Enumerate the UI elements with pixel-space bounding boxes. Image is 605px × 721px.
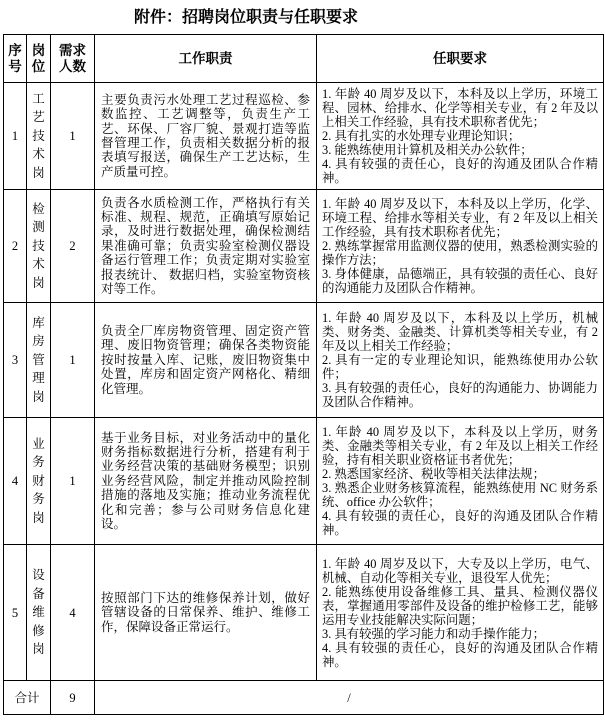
cell-requirements	[317, 545, 604, 681]
cell-position	[27, 83, 51, 190]
duties-text: 按照部门下达的维修保养计划，做好管辖设备的日常保养、维护、维修工作，保障设备正常运行。	[101, 590, 310, 634]
header-requirements: 任职要求	[433, 50, 487, 66]
row-index: 1	[11, 129, 19, 143]
cell-requirements	[317, 303, 604, 418]
position-name: 库房管理岗	[32, 315, 45, 404]
position-name: 设备维修岗	[32, 568, 45, 657]
requirement-item: 3. 身体健康，品德端正，具有较强的责任心、良好的沟通能力及团队合作精神。	[322, 267, 598, 295]
requirement-item: 2. 熟悉国家经济、税收等相关法律法规；	[322, 467, 546, 481]
header-index: 序号	[8, 42, 22, 74]
cell-position	[27, 418, 51, 545]
requirements-list	[317, 556, 603, 670]
cell-headcount	[51, 545, 95, 681]
cell-duties	[95, 190, 317, 303]
row-index: 3	[11, 353, 19, 367]
position-name: 检测技术岗	[32, 201, 45, 290]
table-row	[4, 83, 604, 190]
total-remark-cell	[95, 681, 604, 715]
cell-index	[4, 83, 27, 190]
table-row	[4, 190, 604, 303]
cell-requirements	[317, 418, 604, 545]
cell-position	[27, 545, 51, 681]
cell-position	[27, 190, 51, 303]
header-headcount-cell	[51, 35, 95, 83]
page-title: 附件：招聘岗位职责与任职要求	[134, 9, 359, 26]
cell-duties	[95, 418, 317, 545]
requirement-item: 2. 具有一定的专业理论知识，能熟练使用办公软件；	[322, 353, 598, 381]
requirement-item: 2. 熟练掌握常用监测仪器的使用，熟悉检测实验的操作方法；	[322, 239, 598, 267]
requirement-item: 1. 年龄 40 周岁及以下，大专及以上学历，电气、机械、自动化等相关专业，退役军人优先；	[322, 556, 598, 585]
header-index-cell	[4, 35, 27, 83]
cell-duties	[95, 303, 317, 418]
requirements-list	[317, 424, 603, 538]
requirement-item: 1. 年龄 40 周岁及以下，本科及以上学历，环境工程、园林、给排水、化学等相关专业，有 2 年及以上相关工作经验，具有技术职称者优先；	[322, 87, 598, 129]
duties-text: 基于业务目标，对业务活动中的量化财务指标数据进行分析，搭建有利于业务经营决策的基础财务模型；识别业务经营风险，制定并推动风险控制措施的落地及实施；推动业务流程优化和完善；参与公司财务信息化建设。	[101, 430, 310, 532]
headcount-value: 1	[69, 353, 76, 367]
requirements-list	[317, 310, 603, 410]
header-position-cell	[27, 35, 51, 83]
table-row	[4, 303, 604, 418]
duties-text: 负责各水质检测工作，严格执行有关标准、规程、规范，正确填写原始记录，及时进行数据处理，确保检测结果准确可靠；负责实验室检测仪器设备运行管理工作；负责定期对实验室报表统计、 数据归档，实验室物资核对等工作。	[101, 195, 310, 297]
requirement-item: 2. 能熟练使用设备维修工具、量具、检测仪器仪表，掌握通用零部件及设备的维护检修工艺，能够运用专业技能解决实际问题；	[322, 584, 598, 627]
requirement-item: 3. 具有较强的学习能力和动手操作能力；	[322, 626, 546, 641]
headcount-value: 2	[69, 239, 76, 253]
position-name: 工艺技术岗	[32, 91, 45, 180]
header-position: 岗位	[31, 42, 46, 74]
requirements-list	[317, 196, 603, 296]
header-duties: 工作职责	[178, 50, 233, 66]
cell-index	[4, 190, 27, 303]
requirement-item: 4. 具有较强的责任心，良好的沟通及团队合作精神。	[322, 509, 598, 537]
duties-text: 负责全厂库房物资管理、固定资产管理、废旧物资管理；确保各类物资能按时按量入库、记账，废旧物资集中处置，库房和固定资产网格化、精细化管理。	[101, 323, 310, 396]
cell-duties	[95, 83, 317, 190]
table-row	[4, 545, 604, 681]
total-headcount-cell	[51, 681, 95, 715]
table-body	[4, 35, 604, 715]
headcount-value: 4	[69, 605, 76, 620]
total-row	[4, 681, 604, 715]
requirement-item: 1. 年龄 40 周岁及以下，本科及以上学历，化学、环境工程、给排水等相关专业，有 2 年及以上相关工作经验，具有技术职称者优先；	[322, 197, 598, 239]
recruitment-table	[3, 34, 604, 715]
requirement-item: 3. 能熟练使用计算机及相关办公软件；	[322, 143, 533, 157]
row-index: 4	[11, 474, 19, 488]
total-label-cell	[4, 681, 51, 715]
cell-index	[4, 418, 27, 545]
header-requirements-cell	[317, 35, 604, 83]
cell-headcount	[51, 83, 95, 190]
position-name: 业务财务岗	[32, 436, 45, 525]
requirement-item: 1. 年龄 40 周岁及以下，本科及以上学历，财务类、金融类等相关专业，有 2 年及以上相关工作经验，持有相关职业资格证书者优先；	[322, 425, 598, 467]
total-remark: /	[347, 690, 351, 705]
requirement-item: 2. 具有扎实的水处理专业理论知识；	[322, 129, 521, 143]
header-duties-cell	[95, 35, 317, 83]
cell-index	[4, 545, 27, 681]
requirement-item: 4. 具有较强的责任心，良好的沟通及团队合作精神。	[322, 157, 598, 185]
cell-requirements	[317, 190, 604, 303]
cell-requirements	[317, 83, 604, 190]
duties-text: 主要负责污水处理工艺过程巡检、参数监控、工艺调整等，负责生产工艺、环保、厂容厂貌、景观打造等监督管理工作，负责相关数据分析的报表填写报送，确保生产工艺达标，生产质量可控。	[101, 92, 310, 179]
header-headcount: 需求人数	[59, 42, 86, 74]
table-header-row	[4, 35, 604, 83]
total-headcount: 9	[69, 690, 76, 705]
row-index: 5	[11, 605, 19, 620]
requirement-item: 3. 熟悉企业财务核算流程，能熟练使用 NC 财务系统、office 办公软件；	[322, 481, 598, 509]
cell-duties	[95, 545, 317, 681]
table-row	[4, 418, 604, 545]
requirement-item: 1. 年龄 40 周岁及以下，本科及以上学历，机械类、财务类、金融类、计算机类等相关专业，有 2 年及以上相关工作经验；	[322, 311, 598, 353]
total-label: 合计	[14, 690, 40, 705]
cell-headcount	[51, 190, 95, 303]
cell-headcount	[51, 418, 95, 545]
row-index: 2	[11, 239, 19, 253]
requirement-item: 4. 具有较强的责任心，良好的沟通及团队合作精神。	[322, 640, 598, 669]
requirements-list	[317, 86, 603, 186]
cell-position	[27, 303, 51, 418]
headcount-value: 1	[69, 474, 76, 488]
requirement-item: 3. 具有较强的责任心，良好的沟通能力、协调能力及团队合作精神。	[322, 381, 598, 409]
cell-headcount	[51, 303, 95, 418]
headcount-value: 1	[69, 129, 76, 143]
cell-index	[4, 303, 27, 418]
